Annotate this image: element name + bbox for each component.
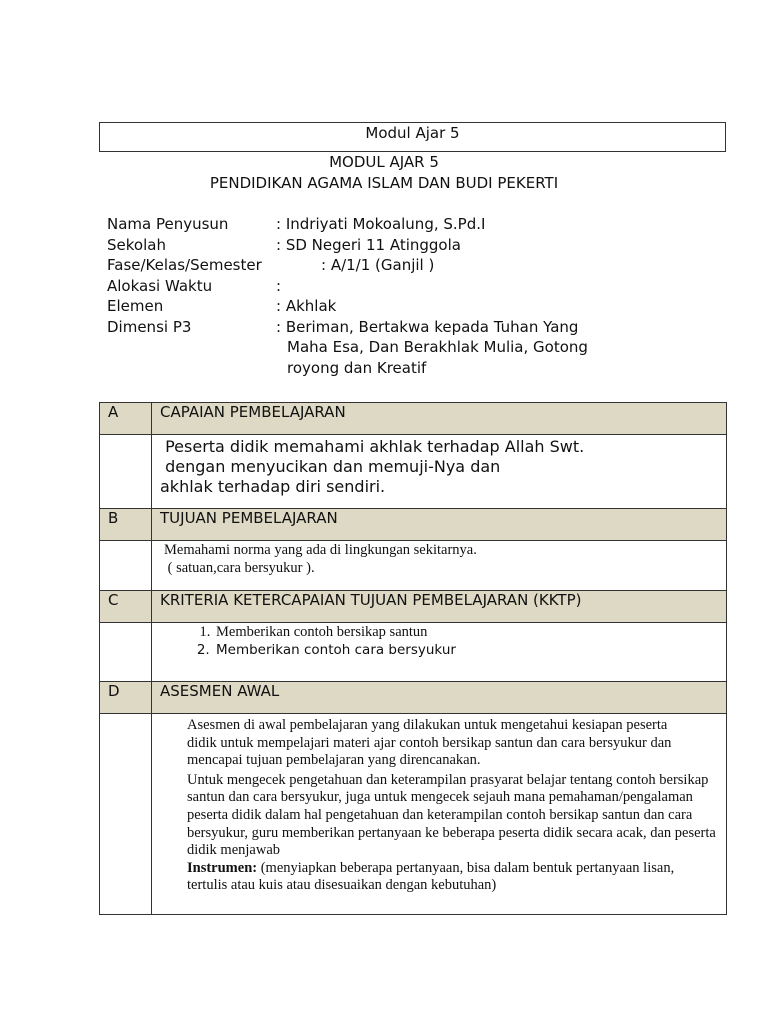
capaian-line-1: Peserta didik memahami akhlak terhadap Allah Swt. <box>160 437 585 456</box>
module-table <box>99 402 727 915</box>
section-a-content <box>152 435 727 509</box>
section-c-body <box>100 623 727 682</box>
document-subtitle: PENDIDIKAN AGAMA ISLAM DAN BUDI PEKERTI <box>209 174 559 192</box>
penyusun-value: : Indriyati Mokoalung, S.Pd.I <box>276 215 486 233</box>
kktp-list <box>152 623 726 659</box>
section-c-letter: C <box>100 591 152 623</box>
section-c-header <box>100 591 727 623</box>
section-d-header <box>100 682 727 714</box>
fase-label: Fase/Kelas/Semester <box>107 256 262 274</box>
section-c-blank <box>100 623 152 682</box>
section-d-content <box>152 714 727 915</box>
section-b-letter: B <box>100 509 152 541</box>
section-b-header <box>100 509 727 541</box>
capaian-line-3: akhlak terhadap diri sendiri. <box>160 477 386 496</box>
section-a-title: CAPAIAN PEMBELAJARAN <box>152 403 727 435</box>
alokasi-label: Alokasi Waktu <box>107 276 213 295</box>
elemen-value: : Akhlak <box>276 297 337 315</box>
info-row-sekolah <box>107 235 667 256</box>
tujuan-line-1: Memahami norma yang ada di lingkungan sekitarnya. <box>164 542 477 558</box>
asesmen-instrumen <box>187 860 716 895</box>
identity-block <box>107 214 667 378</box>
instrumen-text: (menyiapkan beberapa pertanyaan, bisa dalam bentuk pertanyaan lisan, tertulis atau kuis atau disesuaikan dengan kebutuhan) <box>187 859 675 894</box>
document-title: MODUL AJAR 5 <box>329 153 439 171</box>
dimensi-label: Dimensi P3 <box>107 317 192 336</box>
info-row-dimensi <box>107 317 667 338</box>
alokasi-value: : <box>276 276 282 295</box>
section-b-title: TUJUAN PEMBELAJARAN <box>152 509 727 541</box>
section-d-body <box>100 714 727 915</box>
tujuan-line-2: ( satuan,cara bersyukur ). <box>164 559 315 576</box>
dimensi-value-cont-2: royong dan Kreatif <box>287 358 427 377</box>
fase-value: : A/1/1 (Ganjil ) <box>321 256 435 274</box>
section-b-body <box>100 541 727 591</box>
section-a-body <box>100 435 727 509</box>
sekolah-value: : SD Negeri 11 Atinggola <box>276 235 461 254</box>
section-d-title: ASESMEN AWAL <box>152 682 727 714</box>
kktp-item-2: 2. Memberikan contoh cara bersyukur <box>214 641 726 659</box>
instrumen-label: Instrumen: <box>187 859 258 876</box>
asesmen-para-2: didik untuk mempelajari materi ajar contoh bersikap santun dan cara bersyukur dan mencapai tujuan pembelajaran yang direncanakan. <box>187 734 672 769</box>
kktp-item-1: 1. Memberikan contoh bersikap santun <box>214 623 726 641</box>
section-d-letter: D <box>100 682 152 714</box>
sekolah-label: Sekolah <box>107 235 166 254</box>
section-c-title: KRITERIA KETERCAPAIAN TUJUAN PEMBELAJARAN (KKTP) <box>152 591 727 623</box>
info-row-elemen <box>107 296 667 317</box>
section-d-blank <box>100 714 152 915</box>
info-row-alokasi <box>107 276 667 297</box>
asesmen-para-1: Asesmen di awal pembelajaran yang dilakukan untuk mengetahui kesiapan peserta <box>187 717 668 733</box>
section-b-blank <box>100 541 152 591</box>
penyusun-label: Nama Penyusun <box>107 215 229 233</box>
dimensi-value: : Beriman, Bertakwa kepada Tuhan Yang <box>276 317 579 336</box>
asesmen-para-3: Untuk mengecek pengetahuan dan keterampilan prasyarat belajar tentang contoh bersikap santun dan cara bersyukur, juga untuk mengecek sejauh mana pemahaman/pengalaman peserta didik dalam hal pengetahuan dan keterampilan contoh bersikap santun dan cara bersyukur, guru memberikan pertanyaan ke beberapa peserta didik secara acak, dan peserta didik menjawab <box>187 771 716 859</box>
section-c-content <box>152 623 727 682</box>
info-row-fase <box>107 255 667 276</box>
section-a-header <box>100 403 727 435</box>
section-a-letter: A <box>100 403 152 435</box>
capaian-line-2: dengan menyucikan dan memuji-Nya dan <box>160 457 501 476</box>
section-b-content <box>152 541 727 591</box>
info-row-penyusun <box>107 214 667 235</box>
dimensi-value-cont-1: Maha Esa, Dan Berakhlak Mulia, Gotong <box>287 338 588 356</box>
module-header-box: Modul Ajar 5 <box>99 122 726 152</box>
section-a-blank <box>100 435 152 509</box>
elemen-label: Elemen <box>107 297 164 315</box>
